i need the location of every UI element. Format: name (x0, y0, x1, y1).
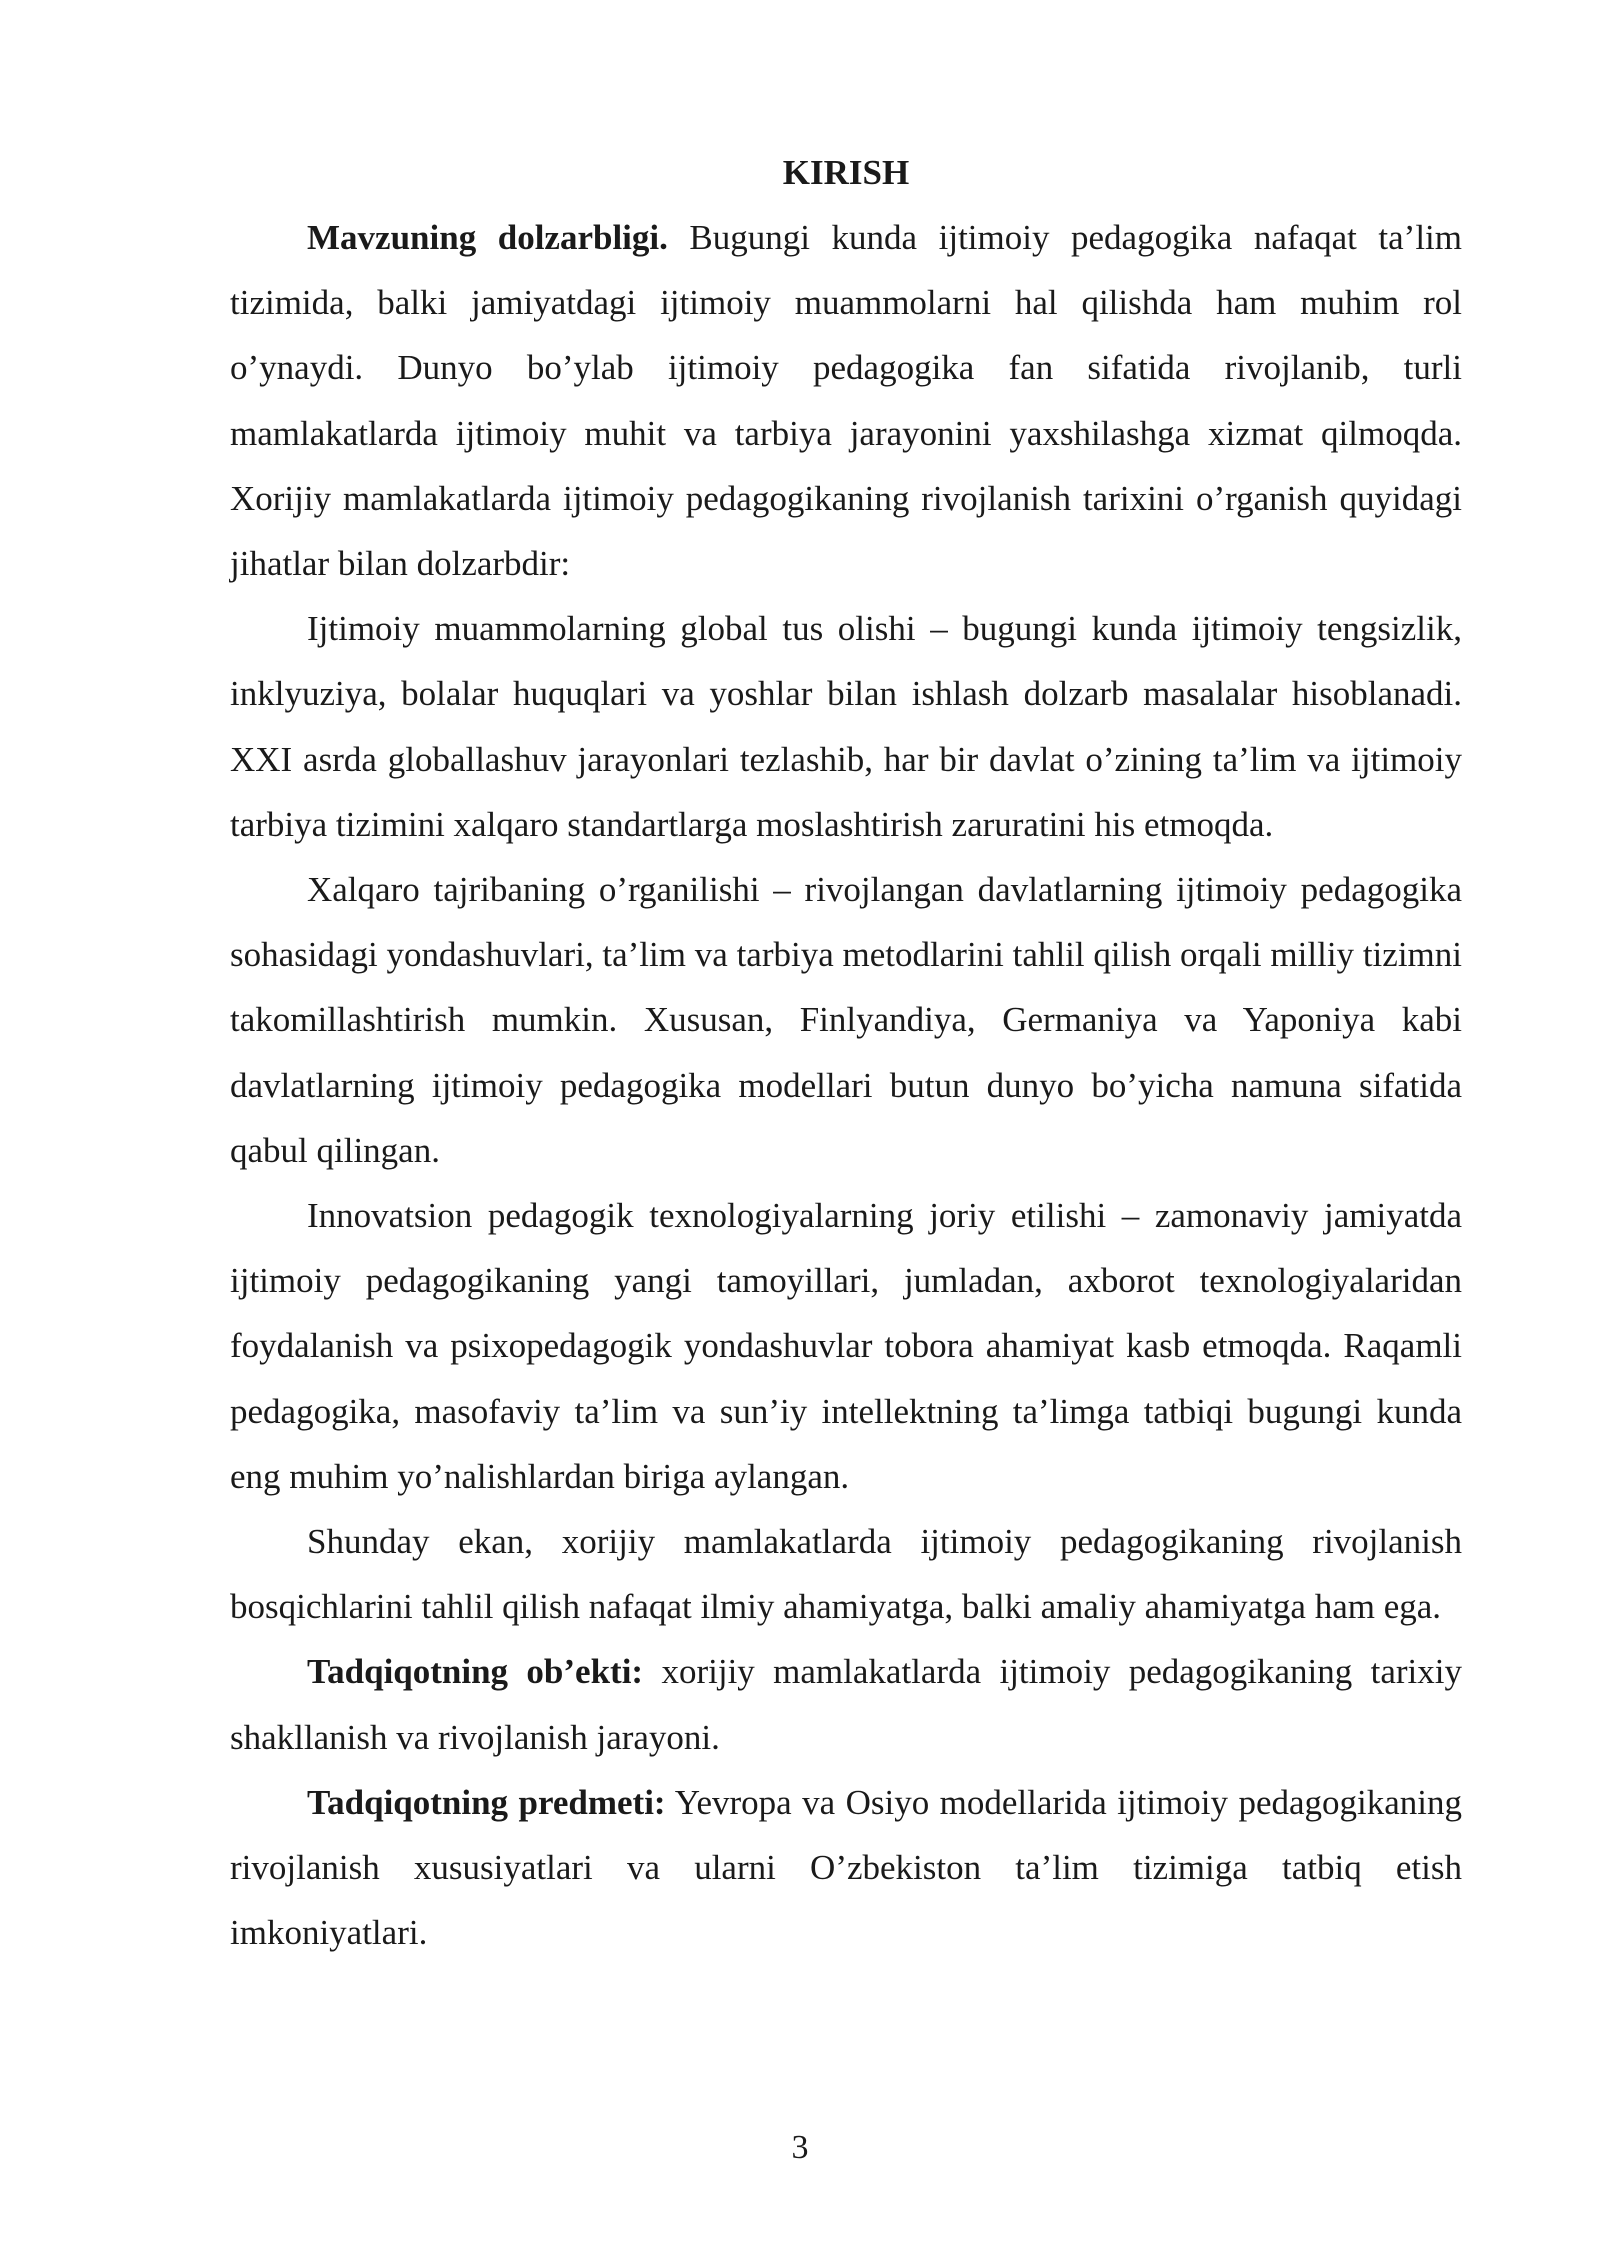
paragraph-innovative-technologies (230, 1183, 1462, 1509)
paragraph-text: Shunday ekan, xorijiy mamlakatlarda ijtimoiy pedagogikaning rivojlanish bosqichlarini tahlil qilish nafaqat ilmiy ahamiyatga, balki amaliy ahamiyatga ham ega. (230, 1522, 1462, 1627)
page-number: 3 (791, 2129, 809, 2166)
paragraph-research-object (230, 1639, 1462, 1769)
section-heading: KIRISH (782, 153, 910, 192)
paragraph-text: xorijiy mamlakatlarda ijtimoiy pedagogikaning tarixiy shakllanish va rivojlanish jarayoni. (230, 1652, 1462, 1757)
paragraph-lead: Mavzuning dolzarbligi. (307, 218, 668, 257)
paragraph-text: Innovatsion pedagogik texnologiyalarning joriy etilishi – zamonaviy jamiyatda ijtimoiy pedagogikaning yangi tamoyillari, jumladan, axborot texnologiyalaridan foydalanish va psixopedagogik yondashuvlar tobora ahamiyat kasb etmoqda. Raqamli pedagogika, masofaviy ta’lim va sun’iy intellektning ta’limga tatbiqi bugungi kunda eng muhim yo’nalishlardan biriga aylangan. (230, 1196, 1462, 1496)
paragraph-lead: Tadqiqotning predmeti: (307, 1782, 666, 1822)
document-page (230, 140, 1462, 1965)
paragraph-conclusion (230, 1509, 1462, 1639)
paragraph-text: Ijtimoiy muammolarning global tus olishi – bugungi kunda ijtimoiy tengsizlik, inklyuziya, bolalar huquqlari va yoshlar bilan ishlash dolzarb masalalar hisoblanadi. XXI asrda globallashuv jarayonlari tezlashib, har bir davlat o’zining ta’lim va ijtimoiy tarbiya tizimini xalqaro standartlarga moslashtirish zaruratini his etmoqda. (230, 609, 1462, 844)
paragraph-text: Xalqaro tajribaning o’rganilishi – rivojlangan davlatlarning ijtimoiy pedagogika sohasidagi yondashuvlari, ta’lim va tarbiya metodlarini tahlil qilish orqali milliy tizimni takomillashtirish mumkin. Xususan, Finlyandiya, Germaniya va Yaponiya kabi davlatlarning ijtimoiy pedagogika modellari butun dunyo bo’yicha namuna sifatida qabul qilingan. (230, 870, 1462, 1170)
paragraph-relevance (230, 205, 1462, 596)
paragraph-text: Yevropa va Osiyo modellarida ijtimoiy pedagogikaning rivojlanish xususiyatlari va ularni O’zbekiston ta’lim tizimiga tatbiq etish imkoniyatlari. (230, 1782, 1463, 1953)
paragraph-text: Bugungi kunda ijtimoiy pedagogika nafaqat ta’lim tizimida, balki jamiyatdagi ijtimoiy muammolarni hal qilishda ham muhim rol o’ynaydi. Dunyo bo’ylab ijtimoiy pedagogika fan sifatida rivojlanib, turli mamlakatlarda ijtimoiy muhit va tarbiya jarayonini yaxshilashga xizmat qilmoqda. Xorijiy mamlakatlarda ijtimoiy pedagogikaning rivojlanish tarixini o’rganish quyidagi jihatlar bilan dolzarbdir: (230, 218, 1462, 584)
paragraph-global-problems (230, 596, 1462, 857)
paragraph-international-experience (230, 857, 1462, 1183)
paragraph-lead: Tadqiqotning ob’ekti: (307, 1652, 644, 1692)
paragraph-research-subject (230, 1770, 1462, 1966)
